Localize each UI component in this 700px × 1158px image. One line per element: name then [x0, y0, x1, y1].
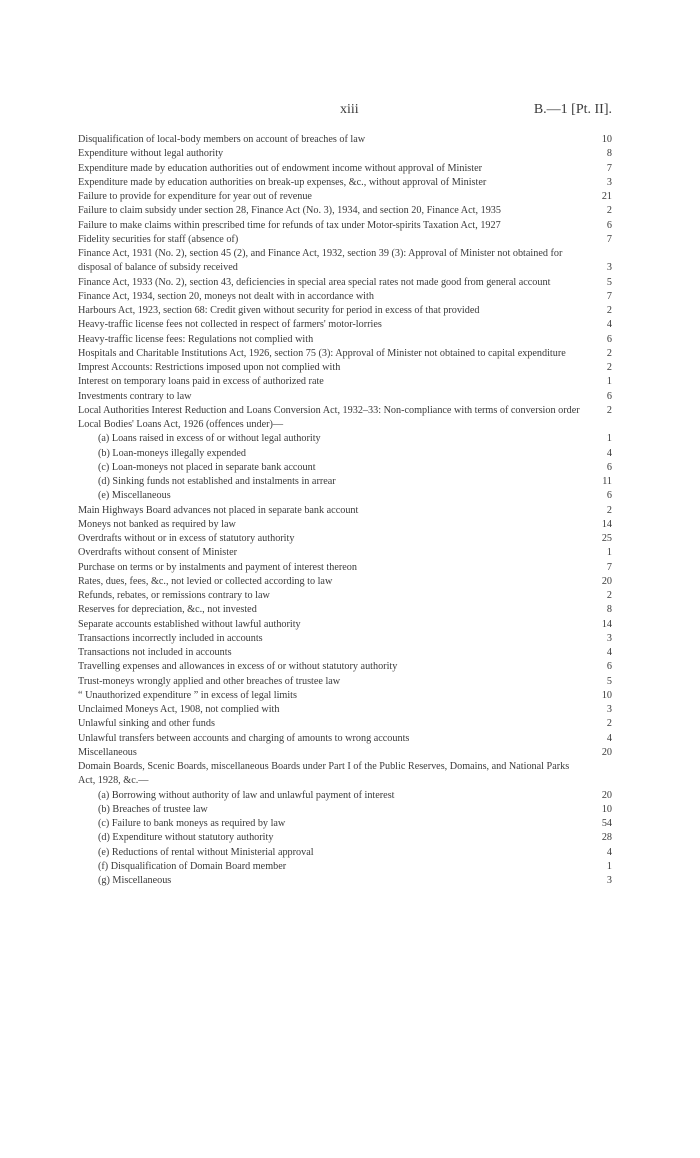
entry-count: 54 — [601, 818, 612, 829]
entry-count: 25 — [601, 533, 612, 544]
entry-count: 4 — [606, 846, 612, 858]
entry-text: Finance Act, 1931 (No. 2), section 45 (2), and Finance Act, 1932, section 39 (3): Approval of Minister not obtained for disposal of balance of subsidy received — [78, 248, 563, 274]
index-entry — [78, 589, 612, 603]
entry-count: 14 — [601, 618, 612, 630]
entry-text: Domain Boards, Scenic Boards, miscellaneous Boards under Part I of the Public Reserves, Domains, and National Parks Act, 1928, &c.— — [78, 761, 570, 787]
entry-count: 3 — [606, 262, 612, 274]
entry-count: 28 — [601, 832, 612, 844]
entry-text: Transactions incorrectly included in accounts — [78, 632, 263, 644]
entry-count: 4 — [606, 447, 612, 459]
index-entry — [78, 546, 612, 560]
entry-count: 4 — [606, 319, 612, 331]
index-sub-entry — [78, 831, 612, 845]
entry-text: Heavy-traffic license fees: Regulations not complied with — [78, 333, 314, 345]
entry-text: Overdrafts without consent of Minister — [78, 547, 238, 559]
entry-text: Failure to make claims within prescribed time for refunds of tax under Motor-spirits Taxation Act, 1927 — [78, 219, 501, 231]
entry-count: 3 — [606, 704, 612, 715]
entry-text: (g) Miscellaneous — [98, 875, 172, 886]
entry-text: Refunds, rebates, or remissions contrary to law — [78, 590, 270, 601]
index-entry — [78, 304, 612, 318]
entry-count: 6 — [606, 219, 612, 231]
index-entry — [78, 233, 612, 247]
index-list — [78, 133, 612, 888]
entry-text: Heavy-traffic license fees not collected in respect of farmers' motor-lorries — [78, 319, 382, 331]
index-entry — [78, 532, 612, 546]
entry-count: 4 — [606, 732, 612, 744]
entry-text: Failure to claim subsidy under section 28, Finance Act (No. 3), 1934, and section 20, Finance Act, 1935 — [78, 205, 501, 217]
entry-text: Travelling expenses and allowances in excess of or without statutory authority — [78, 661, 398, 673]
index-entry — [78, 333, 612, 347]
entry-text: Finance Act, 1934, section 20, moneys not dealt with in accordance with — [78, 290, 374, 302]
index-entry — [78, 746, 612, 760]
entry-text: Expenditure made by education authorities on break-up expenses, &c., without approval of Minister — [78, 176, 487, 188]
entry-count: 2 — [606, 718, 612, 730]
entry-text: Imprest Accounts: Restrictions imposed upon not complied with — [78, 362, 341, 373]
index-entry — [78, 632, 612, 646]
entry-text: Unlawful sinking and other funds — [78, 718, 215, 730]
entry-text: Local Authorities Interest Reduction and Loans Conversion Act, 1932–33: Non-compliance with terms of conversion order — [78, 404, 580, 416]
index-entry — [78, 190, 612, 204]
entry-text: Transactions not included in accounts — [78, 647, 232, 658]
entry-text: Interest on temporary loans paid in excess of authorized rate — [78, 376, 324, 388]
index-entry — [78, 703, 612, 717]
entry-text: Unlawful transfers between accounts and charging of amounts to wrong accounts — [78, 732, 410, 744]
entry-text: (a) Borrowing without authority of law and unlawful payment of interest — [98, 789, 395, 801]
index-entry — [78, 561, 612, 575]
entry-text: Failure to provide for expenditure for year out of revenue — [78, 191, 312, 202]
entry-count: 10 — [601, 803, 612, 815]
entry-count: 2 — [606, 590, 612, 601]
entry-text: (a) Loans raised in excess of or without legal authority — [98, 433, 321, 445]
index-entry — [78, 575, 612, 589]
page-header — [78, 102, 612, 124]
entry-text: Disqualification of local-body members on account of breaches of law — [78, 134, 366, 145]
entry-count: 3 — [606, 176, 612, 188]
entry-text: Rates, dues, fees, &c., not levied or collected according to law — [78, 575, 333, 587]
entry-text: Overdrafts without or in excess of statutory authority — [78, 533, 295, 544]
entry-text: “ Unauthorized expenditure ” in excess of legal limits — [78, 689, 297, 701]
entry-count: 2 — [606, 362, 612, 373]
entry-count: 20 — [601, 746, 612, 758]
entry-count: 1 — [606, 433, 612, 445]
index-entry — [78, 361, 612, 375]
entry-count: 20 — [601, 575, 612, 587]
index-entry — [78, 176, 612, 190]
entry-text: Unclaimed Moneys Act, 1908, not complied with — [78, 704, 280, 715]
index-entry — [78, 504, 612, 518]
entry-text: (d) Expenditure without statutory authority — [98, 832, 274, 844]
index-sub-entry — [78, 447, 612, 461]
entry-text: Finance Act, 1933 (No. 2), section 43, deficiencies in special area special rates not made good from general account — [78, 276, 551, 288]
entry-count: 8 — [606, 604, 612, 616]
index-entry — [78, 318, 612, 332]
entry-count: 6 — [606, 661, 612, 673]
index-sub-entry — [78, 803, 612, 817]
entry-text: (c) Loan-moneys not placed in separate bank account — [98, 461, 316, 473]
entry-count: 2 — [606, 347, 612, 359]
entry-count: 5 — [606, 276, 612, 288]
entry-text: (b) Breaches of trustee law — [98, 803, 208, 815]
entry-text: Expenditure without legal authority — [78, 148, 224, 160]
index-entry — [78, 732, 612, 746]
entry-text: Miscellaneous — [78, 746, 137, 758]
entry-text: Local Bodies' Loans Act, 1926 (offences under)— — [78, 419, 284, 430]
entry-text: Moneys not banked as required by law — [78, 518, 236, 530]
entry-count: 21 — [601, 191, 612, 202]
entry-count: 1 — [606, 860, 612, 872]
entry-count: 2 — [606, 404, 612, 416]
document-reference: B.—1 [Pt. II]. — [533, 102, 612, 117]
index-entry — [78, 646, 612, 660]
entry-text: (e) Reductions of rental without Ministerial approval — [98, 846, 314, 858]
entry-count: 1 — [606, 376, 612, 388]
entry-count: 4 — [606, 647, 612, 658]
entry-text: Main Highways Board advances not placed in separate bank account — [78, 504, 359, 516]
index-entry — [78, 404, 612, 418]
index-entry — [78, 418, 612, 432]
index-entry — [78, 518, 612, 532]
index-entry — [78, 133, 612, 147]
index-entry — [78, 760, 612, 789]
entry-count: 3 — [606, 875, 612, 886]
entry-count: 6 — [606, 333, 612, 345]
entry-text: (f) Disqualification of Domain Board member — [98, 860, 287, 872]
index-sub-entry — [78, 789, 612, 803]
entry-text: (c) Failure to bank moneys as required by law — [98, 818, 286, 829]
index-sub-entry — [78, 432, 612, 446]
entry-count: 10 — [601, 134, 612, 145]
entry-count: 8 — [606, 148, 612, 160]
index-entry — [78, 717, 612, 731]
index-entry — [78, 247, 612, 276]
index-sub-entry — [78, 475, 612, 489]
entry-count: 2 — [606, 205, 612, 217]
entry-count: 3 — [606, 632, 612, 644]
index-sub-entry — [78, 846, 612, 860]
index-entry — [78, 675, 612, 689]
index-entry — [78, 347, 612, 361]
index-entry — [78, 618, 612, 632]
entry-count: 1 — [606, 547, 612, 559]
entry-text: Separate accounts established without lawful authority — [78, 618, 301, 630]
index-entry — [78, 390, 612, 404]
index-sub-entry — [78, 489, 612, 503]
entry-count: 14 — [601, 518, 612, 530]
index-entry — [78, 204, 612, 218]
index-entry — [78, 147, 612, 161]
page-number: xiii — [340, 102, 359, 117]
entry-count: 11 — [602, 476, 612, 487]
index-entry — [78, 290, 612, 304]
index-entry — [78, 660, 612, 674]
entry-text: (d) Sinking funds not established and instalments in arrear — [98, 476, 336, 487]
entry-count: 7 — [606, 233, 612, 245]
entry-count: 6 — [606, 390, 612, 402]
entry-count: 7 — [606, 561, 612, 573]
entry-text: Trust-moneys wrongly applied and other breaches of trustee law — [78, 675, 341, 687]
index-entry — [78, 375, 612, 389]
entry-text: (b) Loan-moneys illegally expended — [98, 447, 246, 459]
entry-count: 6 — [606, 461, 612, 473]
entry-text: Investments contrary to law — [78, 390, 192, 402]
entry-count: 2 — [606, 305, 612, 316]
index-entry — [78, 689, 612, 703]
index-entry — [78, 219, 612, 233]
index-sub-entry — [78, 461, 612, 475]
entry-count: 7 — [606, 162, 612, 174]
entry-count: 20 — [601, 789, 612, 801]
entry-text: Reserves for depreciation, &c., not invested — [78, 604, 257, 616]
entry-count: 5 — [606, 675, 612, 687]
index-sub-entry — [78, 874, 612, 888]
index-entry — [78, 603, 612, 617]
index-entry — [78, 162, 612, 176]
entry-count: 7 — [606, 290, 612, 302]
entry-count: 2 — [606, 504, 612, 516]
entry-count: 10 — [601, 689, 612, 701]
index-sub-entry — [78, 860, 612, 874]
entry-text: Purchase on terms or by instalments and payment of interest thereon — [78, 561, 357, 573]
entry-text: Harbours Act, 1923, section 68: Credit given without security for period in excess of that provided — [78, 305, 480, 316]
entry-text: Fidelity securities for staff (absence of) — [78, 233, 239, 245]
entry-text: Expenditure made by education authorities out of endowment income without approval of Minister — [78, 162, 483, 174]
entry-count: 6 — [606, 490, 612, 502]
entry-text: Hospitals and Charitable Institutions Act, 1926, section 75 (3): Approval of Minister not obtained to capital expenditure — [78, 347, 566, 359]
entry-text: (e) Miscellaneous — [98, 490, 171, 502]
index-entry — [78, 276, 612, 290]
index-sub-entry — [78, 817, 612, 831]
